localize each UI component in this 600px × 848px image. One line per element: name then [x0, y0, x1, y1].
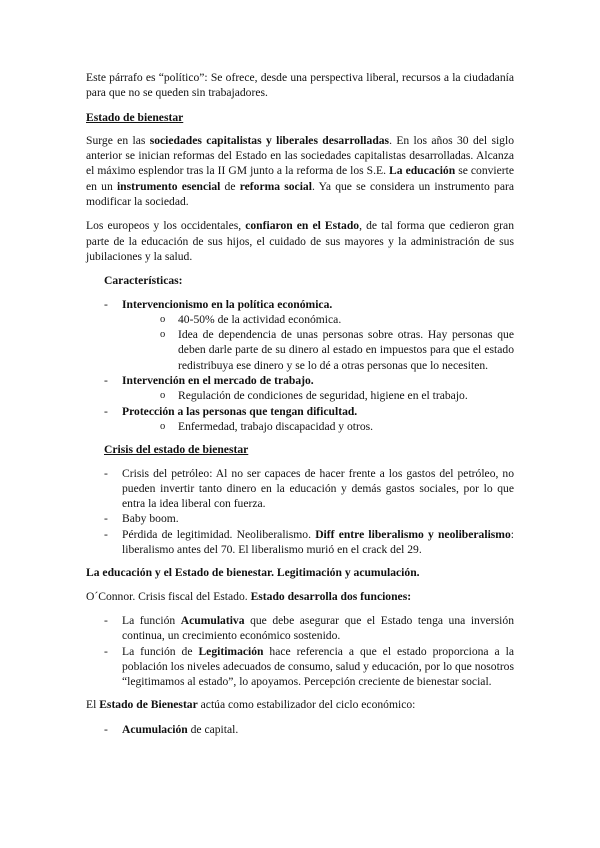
list-item: - La función Acumulativa que debe asegurar que el Estado tenga una inversión continua, un crecimiento económico sostenido. — [86, 613, 514, 644]
estado-paragraph-1: Surge en las sociedades capitalistas y liberales desarrolladas. En los años 30 del siglo anterior se inician reformas del Estado en las sociedades capitalistas desarrolladas. Alcanza el máximo esplendor tras la II GM junto a la reforma de los S.E. La educación se convierte en un instrumento esencial de reforma social. Ya que se considera un instrumento para modificar la sociedad. — [86, 133, 515, 209]
estado-bienestar-heading: Estado de bienestar — [86, 110, 184, 124]
sub-list-item: o Regulación de condiciones de seguridad, higiene en el trabajo. — [142, 388, 514, 403]
educacion-heading: La educación y el Estado de bienestar. Legitimación y acumulación. — [86, 566, 420, 580]
acumulacion-list — [86, 722, 514, 737]
list-item: - Acumulación de capital. — [86, 722, 514, 737]
crisis-list — [86, 466, 514, 558]
list-item: - Intervención en el mercado de trabajo. o Regulación de condiciones de seguridad, higiene en el trabajo. — [86, 373, 514, 404]
list-item: - Pérdida de legitimidad. Neoliberalismo. Diff entre liberalismo y neoliberalismo: liberalismo antes del 70. El liberalismo murió en el crack del 29. — [86, 527, 514, 558]
crisis-heading: Crisis del estado de bienestar — [104, 443, 249, 457]
sub-list — [122, 312, 514, 373]
sub-list — [122, 419, 514, 434]
list-item: - La función de Legitimación hace referencia a que el estado proporciona a la población los niveles adecuados de consumo, salud y educación, por lo que nosotros “legitimamos al estado”, lo apoyamos. Percepción creciente de bienestar social. — [86, 644, 514, 690]
list-item: - Protección a las personas que tengan dificultad. o Enfermedad, trabajo discapacidad y otros. — [86, 404, 514, 435]
caracteristicas-list — [86, 297, 514, 435]
list-item: - Crisis del petróleo: Al no ser capaces de hacer frente a los gastos del petróleo, no pueden invertir tanto dinero en la educación y demás gastos sociales, por lo que entra la idea liberal con fuerza. — [86, 466, 514, 512]
estado-paragraph-2: Los europeos y los occidentales, confiaron en el Estado, de tal forma que cedieron gran parte de la educación de sus hijos, el cuidado de sus mayores y la administración de sus jubilaciones y la salud. — [86, 219, 514, 263]
list-item: - Baby boom. — [86, 511, 514, 526]
educacion-paragraph-1: O´Connor. Crisis fiscal del Estado. Estado desarrolla dos funciones: — [86, 589, 412, 603]
intro-paragraph: Este párrafo es “político”: Se ofrece, desde una perspectiva liberal, recursos a la ciudadanía para que no se queden sin trabajadores. — [86, 71, 514, 100]
sub-list — [122, 388, 514, 403]
sub-list-item: o Enfermedad, trabajo discapacidad y otros. — [142, 419, 514, 434]
sub-list-item: o 40-50% de la actividad económica. — [142, 312, 514, 327]
caracteristicas-heading: Características: — [104, 274, 183, 288]
funciones-list — [86, 613, 514, 689]
list-item: - Intervencionismo en la política económica. o 40-50% de la actividad económica. o Idea de dependencia de unas personas sobre otras. Hay personas que deben darle parte de su dinero al estado en impuestos para que el estado redistribuya ese dinero y se lo dé a otras personas que lo necesiten. — [86, 297, 514, 373]
educacion-paragraph-2: El Estado de Bienestar actúa como estabilizador del ciclo económico: — [86, 698, 416, 712]
sub-list-item: o Idea de dependencia de unas personas sobre otras. Hay personas que deben darle parte de su dinero al estado en impuestos para que el estado redistribuya ese dinero y se lo dé a otras personas que lo necesiten. — [142, 327, 514, 373]
